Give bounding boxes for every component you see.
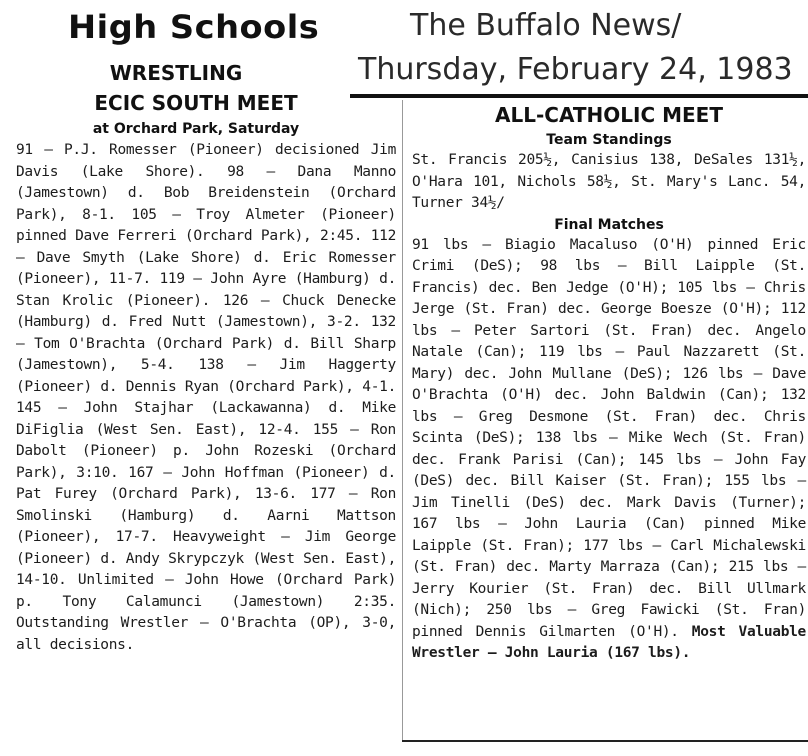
standings-heading: Team Standings bbox=[546, 132, 672, 148]
sport-heading: WRESTLING bbox=[109, 61, 243, 85]
matches-heading: Final Matches bbox=[554, 216, 664, 233]
section-title: High Schools bbox=[68, 8, 320, 46]
masthead bbox=[358, 4, 806, 96]
final-matches bbox=[412, 235, 806, 665]
meet-heading: ALL-CATHOLIC MEET bbox=[495, 103, 723, 127]
event-location: at Orchard Park, Saturday bbox=[92, 121, 300, 137]
bottom-rule bbox=[402, 740, 808, 742]
publication-name: The Buffalo News/ bbox=[410, 8, 682, 43]
match-results: 91 lbs — Biagio Macaluso (O'H) pinned Eric Crimi (DeS); 98 lbs — Bill Laipple (St. Francis) dec. Ben Jedge (O'H); 105 lbs — Chris Jerge (St. Fran) dec. George Boesze (O'H); 112 lbs — Peter Sartori (St. Fran) dec. Angelo Natale (Can); 119 lbs — Paul Nazzarett (St. Mary) dec. John Mullane (DeS); 126 lbs — Dave O'Brachta (O'H) dec. John Baldwin (Can); 132 lbs — Greg Desmone (St. Fran) dec. Chris Scinta (DeS); 138 lbs — Mike Wech (St. Fran) dec. Frank Parisi (Can); 145 lbs — John Fay (DeS) dec. Bill Kaiser (St. Fran); 155 lbs — Jim Tinelli (DeS) dec. Mark Davis (Turner); 167 lbs — John Lauria (Can) pinned Mike Laipple (St. Fran); 177 lbs — Carl Michalewski (St. Fran) dec. Marty Marraza (Can); 215 lbs — Jerry Kourier (St. Fran) dec. Bill Ullmark (Nich); 250 lbs — Greg Fawicki (St. Fran) pinned Dennis Gilmarten (O'H). bbox=[412, 236, 806, 640]
mvp-line: Most Valuable Wrestler — John Lauria (167 lbs). bbox=[412, 623, 806, 661]
team-standings: St. Francis 205½, Canisius 138, DeSales 131½, O'Hara 101, Nichols 58½, St. Mary's Lanc. 54, Turner 34½/ bbox=[412, 152, 806, 211]
left-column bbox=[16, 58, 396, 656]
masthead-rule bbox=[350, 94, 808, 98]
right-column bbox=[412, 100, 806, 665]
event-heading: ECIC SOUTH MEET bbox=[94, 91, 298, 115]
column-divider bbox=[402, 100, 403, 740]
publication-date: Thursday, February 24, 1983 bbox=[358, 52, 793, 87]
ecic-results: 91 — P.J. Romesser (Pioneer) decisioned Jim Davis (Lake Shore). 98 — Dana Manno (Jamestown) d. Bob Breidenstein (Orchard Park), 8-1. 105 — Troy Almeter (Pioneer) pinned Dave Ferreri (Orchard Park), 2:45. 112 — Dave Smyth (Lake Shore) d. Eric Romesser (Pioneer), 11-7. 119 — John Ayre (Hamburg) d. Stan Krolic (Pioneer). 126 — Chuck Denecke (Hamburg) d. Fred Nutt (Jamestown), 3-2. 132 — Tom O'Brachta (Orchard Park) d. Bill Sharp (Jamestown), 5-4. 138 — Jim Haggerty (Pioneer) d. Dennis Ryan (Orchard Park), 4-1. 145 — John Stajhar (Lackawanna) d. Mike DiFiglia (West Sen. East), 12-4. 155 — Ron Dabolt (Pioneer) p. John Rozeski (Orchard Park), 3:10. 167 — John Hoffman (Pioneer) d. Pat Furey (Orchard Park), 13-6. 177 — Ron Smolinski (Hamburg) d. Aarni Mattson (Pioneer), 17-7. Heavyweight — Jim George (Pioneer) d. Andy Skrypczyk (West Sen. East), 14-10. Unlimited — John Howe (Orchard Park) p. Tony Calamunci (Jamestown) 2:35. Outstanding Wrestler — O'Brachta (OP), 3-0, all decisions. bbox=[16, 142, 396, 653]
